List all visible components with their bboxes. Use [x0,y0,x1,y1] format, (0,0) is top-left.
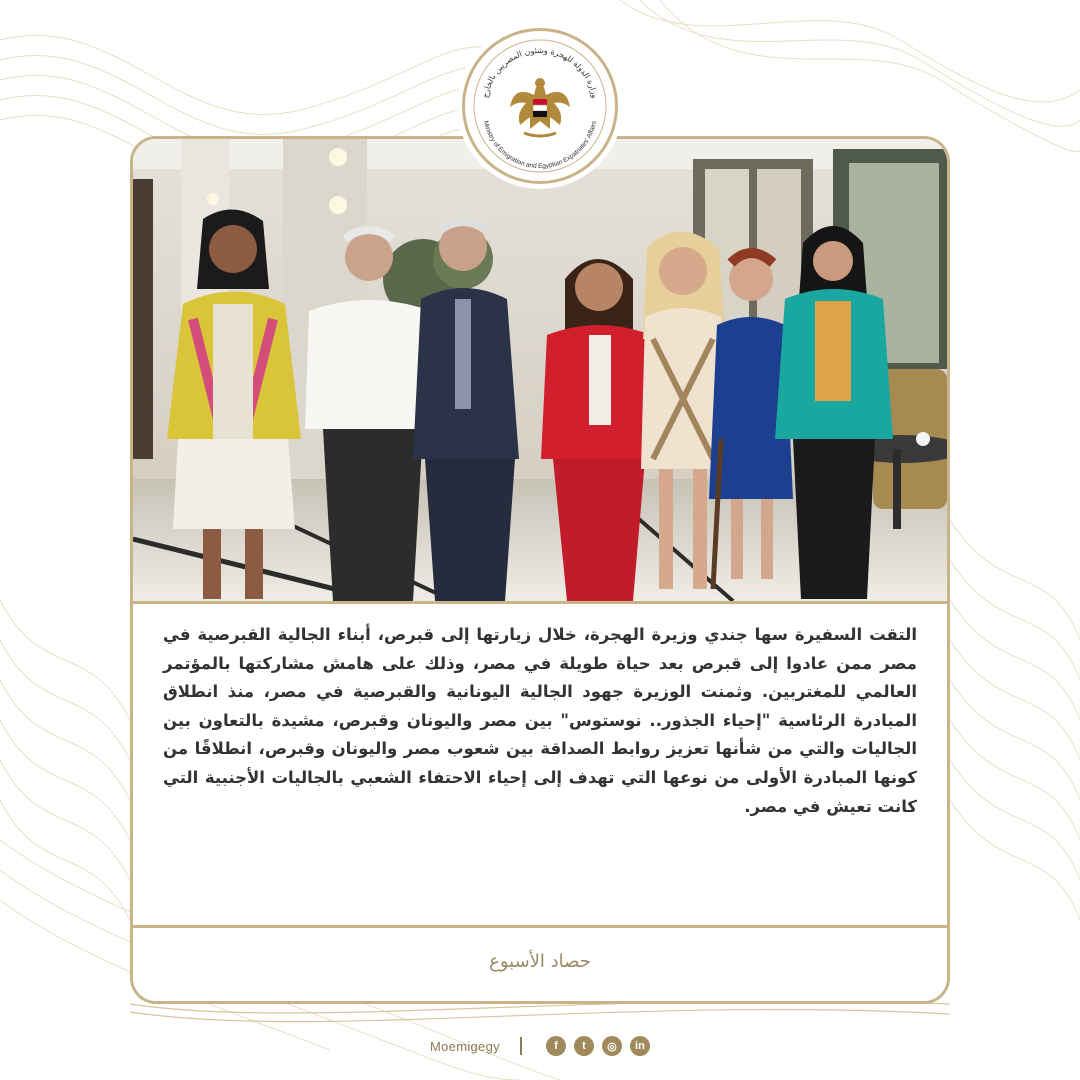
social-footer [430,1034,650,1058]
twitter-icon[interactable]: t [574,1036,594,1056]
post-card [130,136,950,1004]
card-divider [133,925,947,928]
group-photo-image [133,139,947,604]
instagram-icon[interactable]: ◎ [602,1036,622,1056]
facebook-icon[interactable]: f [546,1036,566,1056]
linkedin-icon[interactable]: in [630,1036,650,1056]
weekly-harvest-tag: حصاد الأسبوع [489,951,591,972]
social-handle[interactable]: Moemigegy [430,1038,500,1054]
ministry-logo [462,28,618,184]
post-body-text: التقت السفيرة سها جندي وزيرة الهجرة، خلال زيارتها إلى قبرص، أبناء الجالية القبرصية في مصر ممن عادوا إلى قبرص بعد حياة طويلة في مصر، وذلك على هامش مشاركتها بالمؤتمر العالمي للمغتربين. وثمنت الوزيرة جهود الجالية اليونانية والقبرصية في مصر، منذ انطلاق المبادرة الرئاسية "إحياء الجذور.. نوستوس" بين مصر واليونان وقبرص، مشيدة بالتعاون بين الجاليات والتي من شأنها تعزيز روابط الصداقة بين شعوب مصر واليونان وقبرص، انطلاقًا من كونها المبادرة الأولى من نوعها التي تهدف إلى إحياء الاحتفاء الشعبي بالجاليات الأجنبية التي كانت تعيش في مصر. [163,625,917,816]
footer-separator [520,1037,522,1055]
egyptian-eagle-emblem-icon [465,31,615,181]
logo-arabic-text: وزارة الدولة للهجرة وشئون المصريين بالخارج [480,45,600,99]
logo-english-text: Ministry of Emigration and Egyptian Expatriates' Affairs [481,120,599,171]
